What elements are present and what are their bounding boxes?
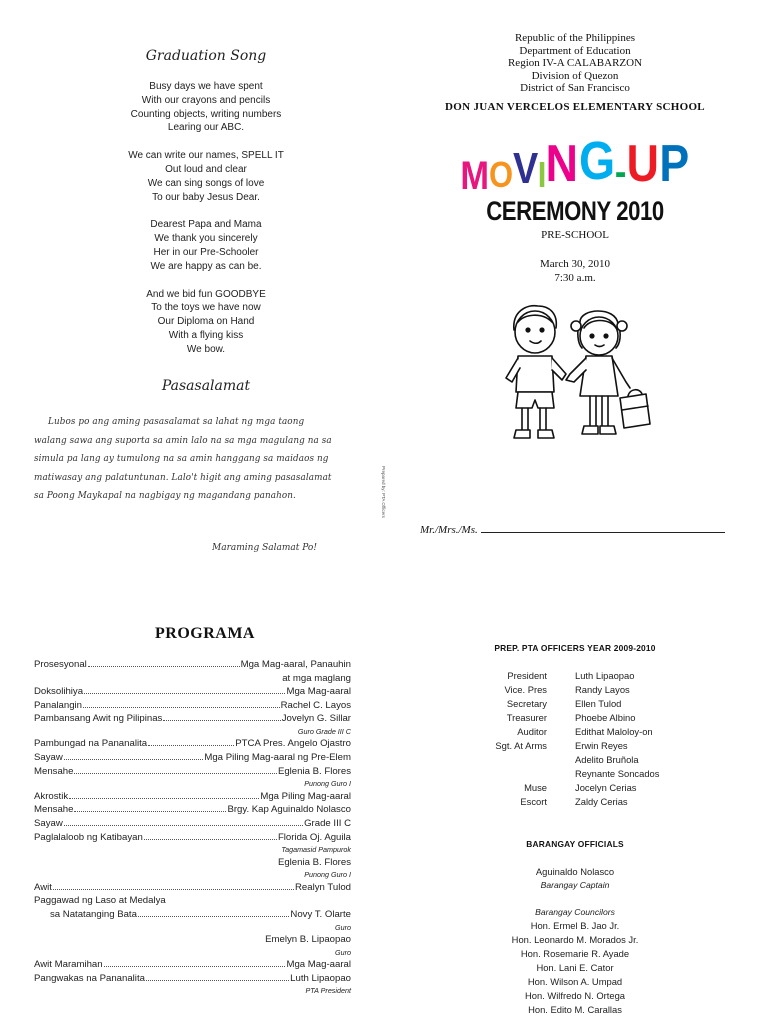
programa-performer: Florida Oj. Aguila (277, 831, 351, 843)
moving-up-letter: O (489, 154, 514, 195)
councilor-name: Hon. Wilson A. Umpad (527, 976, 623, 987)
leader-dots (53, 881, 294, 890)
programa-performer: Mga Mag-aaral, Panauhin (240, 659, 351, 670)
officer-row (470, 683, 720, 697)
programa-row (34, 908, 351, 922)
councilor-name: Hon. Rosemarie R. Ayade (520, 948, 630, 959)
barangay-officials (440, 865, 710, 1017)
officer-position: Vice. Pres (504, 684, 547, 695)
barangay-captain-role: Barangay Captain (540, 880, 610, 890)
school-bag (620, 394, 650, 428)
programa-row (34, 817, 351, 831)
programa-performer: Luth Lipaopao (290, 972, 351, 984)
programa-part: Prosesyonal (34, 659, 87, 670)
boy-shorts (516, 392, 554, 408)
programa-row (34, 881, 351, 895)
officer-row (470, 753, 720, 767)
programa-performer: at mga maglang (282, 672, 351, 684)
programa-performer: Mga Piling Mag-aaral ng Pre-Elem (204, 752, 351, 764)
programa-performer: Realyn Tulod (295, 881, 351, 893)
officer-name: Phoebe Albino (575, 712, 636, 723)
barangay-captain-name: Aguinaldo Nolasco (535, 866, 615, 877)
officer-row (470, 795, 720, 809)
song-line: We are happy as can be. (150, 260, 262, 272)
councilor-name: Hon. Ermel B. Jao Jr. (530, 920, 620, 931)
programa-performer: Mga Mag-aaral (286, 959, 351, 971)
barangay-councilors-list (440, 919, 710, 1017)
officer-position: Auditor (517, 726, 547, 737)
moving-up-letter: P (659, 135, 690, 193)
pta-officers-list (470, 669, 720, 809)
officer-name: Reynante Soncados (575, 768, 660, 779)
leader-dots (84, 685, 285, 694)
song-line: Learing our ABC. (167, 122, 245, 134)
school-name: DON JUAN VERCELOS ELEMENTARY SCHOOL (445, 101, 705, 113)
officer-position (470, 767, 575, 781)
leader-dots (69, 790, 259, 799)
officer-name: Jocelyn Cerias (575, 782, 637, 793)
song-line: We can sing songs of love (147, 177, 265, 189)
header-line: Republic of the Philippines (514, 32, 636, 44)
programa-performer: Grade III C (304, 817, 351, 829)
programa-role: Tagamasid Pampurok (281, 845, 351, 855)
song-line: We bow. (186, 343, 226, 355)
programa-part: Sayaw (34, 752, 63, 764)
song-line: To our baby Jesus Dear. (152, 191, 260, 203)
leader-dots (163, 712, 280, 721)
song-line: And we bid fun GOODBYE (146, 288, 266, 300)
officer-position: Secretary (506, 698, 547, 709)
officer-row (470, 697, 720, 711)
song-line: Busy days we have spent (149, 81, 263, 92)
programa-part: Mensahe (34, 804, 74, 816)
song-line: Counting objects, writing numbers (130, 108, 282, 120)
councilor-name: Hon. Lani E. Cator (536, 962, 614, 973)
girl-head (580, 317, 618, 355)
officer-name: Erwin Reyes (575, 740, 628, 751)
programa-part: sa Natatanging Bata (34, 908, 137, 920)
programa-part: Pambungad na Pananalita (34, 738, 148, 750)
fold-note: Prepared by: PTA Officers (381, 466, 386, 518)
programa-row (34, 712, 351, 726)
programa-part: Panalangin (34, 699, 83, 711)
programa-part: Awit Maramihan (34, 959, 103, 971)
moving-up-letter: N (545, 135, 578, 193)
graduation-song-title: Graduation Song (145, 48, 267, 64)
officer-name: Ellen Tulod (575, 698, 622, 709)
moving-up-letter: G (579, 131, 616, 191)
officer-name: Edithat Maloloy-on (575, 726, 653, 737)
officer-position: President (507, 670, 547, 681)
leader-dots (83, 699, 280, 708)
header-line: Department of Education (519, 44, 631, 57)
barangay-officials-title: BARANGAY OFFICIALS (526, 839, 624, 849)
programa-performer: Rachel C. Layos (280, 699, 351, 711)
moving-up-letter: I (537, 154, 547, 195)
programa-part: Paggawad ng Laso at Medalya (34, 895, 166, 907)
pasasalamat-title: Pasasalamat (161, 378, 251, 394)
officer-row (470, 767, 720, 781)
programa-part: Doksolihiya (34, 686, 84, 698)
programa-role: PTA President (305, 986, 351, 996)
councilor-name: Hon. Edito M. Carallas (528, 1004, 622, 1015)
programa-row (34, 685, 351, 699)
level-label: PRE-SCHOOL (541, 229, 609, 241)
programa-row (34, 737, 351, 751)
programa-performer: Mga Piling Mag-aaral (260, 790, 351, 802)
officer-row (470, 711, 720, 725)
officer-position (470, 753, 575, 767)
header-line: District of San Francisco (520, 82, 630, 95)
programa-row (34, 751, 351, 765)
programa-part: Pangwakas na Pananalita (34, 972, 145, 984)
moving-up-wordart (420, 131, 730, 198)
leader-dots (64, 817, 303, 826)
officer-name: Adelito Bruñola (575, 754, 639, 765)
programa-row (34, 765, 351, 779)
song-line: Our Diploma on Hand (157, 316, 255, 328)
moving-up-letter: - (615, 150, 627, 194)
programa-row (34, 803, 351, 817)
programa-role: Guro Grade III C (297, 726, 351, 736)
song-line: We thank you sincerely (154, 233, 258, 245)
programa-role: Punong Guro I (304, 779, 351, 789)
addressee-label: Mr./Mrs./Ms. (420, 524, 478, 536)
programa-performer: PTCA Pres. Angelo Ojastro (235, 738, 351, 750)
song-line: To the toys we have now (151, 302, 261, 314)
programa-performer: Brgy. Kap Aguinaldo Nolasco (227, 804, 351, 816)
leader-dots (104, 958, 286, 967)
programa-row (34, 699, 351, 713)
header-line: Region IV-A CALABARZON (507, 57, 643, 70)
song-line: We can write our names, SPELL IT (128, 150, 284, 162)
officer-row (470, 669, 720, 683)
moving-up-letter: V (513, 144, 539, 193)
boy-head (515, 311, 555, 353)
programa-part: Sayaw (34, 817, 63, 829)
leader-dots (148, 737, 234, 746)
moving-up-letter: U (626, 135, 659, 193)
programa-part: Pambansang Awit ng Pilipinas (34, 713, 163, 725)
pasasalamat-paragraph: Lubos po ang aming pasasalamat sa lahat ng mga taong walang sawa ang suporta sa amin lalo na sa mga magulang na sa simula pa lang ay tumulong na sa amin hanggang sa maidaos ng matiwasay ang palatuntunan. Lalo't higit ang aming pasasalamat sa Poong Maykapal na nagbigay ng magandang panahon. (34, 417, 332, 501)
officer-position: Escort (520, 796, 547, 807)
song-line: With our crayons and pencils (141, 94, 271, 106)
programa-role: Punong Guro I (304, 870, 351, 880)
song-stanza (96, 80, 316, 135)
programa-row (34, 958, 351, 972)
programa-part: Paglalaloob ng Katibayan (34, 831, 143, 843)
programa-performer: Emelyn B. Lipaopao (265, 934, 351, 945)
boy-shirt (516, 356, 554, 392)
programa-title: PROGRAMA (155, 625, 255, 642)
graduation-song-lyrics (96, 80, 316, 371)
cover-header (420, 32, 730, 95)
pta-officers-title: PREP. PTA OFFICERS YEAR 2009-2010 (494, 643, 656, 653)
event-date: March 30, 2010 (540, 258, 610, 270)
programa-row (34, 831, 351, 845)
children-illustration (496, 300, 658, 450)
councilor-name: Hon. Leonardo M. Morados Jr. (511, 934, 639, 945)
programa-row (34, 790, 351, 804)
programa-role: Guro (335, 947, 351, 957)
barangay-councilors-label: Barangay Councilors (535, 907, 615, 917)
pasasalamat-sign-off: Maraming Salamat Po! (212, 543, 317, 553)
leader-dots (88, 658, 240, 667)
song-line: Dearest Papa and Mama (150, 219, 262, 231)
leader-dots (146, 972, 289, 981)
leader-dots (64, 751, 204, 760)
addressee-line[interactable] (420, 522, 732, 536)
leader-dots (144, 831, 277, 840)
song-stanza (96, 149, 316, 204)
header-line: Division of Quezon (531, 69, 619, 82)
song-line: With a flying kiss (168, 329, 244, 341)
programa-role: Guro (335, 922, 351, 932)
leader-dots (74, 765, 276, 774)
programa-performer: Eglenia B. Flores (277, 856, 351, 868)
programa-part: Awit (34, 881, 52, 893)
programa-list (34, 658, 351, 997)
officer-row (470, 725, 720, 739)
programa-performer: Novy T. Olarte (290, 908, 351, 920)
programa-part: Mensahe (34, 765, 74, 777)
song-stanza (96, 288, 316, 357)
programa-performer: Mga Mag-aaral (286, 686, 351, 698)
programa-row (34, 972, 351, 986)
councilor-name: Hon. Wilfredo N. Ortega (524, 990, 626, 1001)
officer-name: Randy Layos (575, 684, 630, 695)
officer-name: Zaldy Cerias (575, 796, 628, 807)
officer-row (470, 781, 720, 795)
programa-performer: Jovelyn G. Sillar (281, 713, 351, 725)
addressee-blank (481, 522, 725, 533)
programa-performer: Eglenia B. Flores (277, 765, 351, 777)
officer-row (470, 739, 720, 753)
ceremony-title: CEREMONY 2010 (486, 196, 664, 226)
programa-part: Akrostik (34, 790, 69, 802)
programa-row (34, 658, 351, 672)
officer-name: Luth Lipaopao (575, 670, 635, 681)
officer-position: Treasurer (506, 712, 547, 723)
song-line: Out loud and clear (165, 163, 247, 175)
officer-position: Sgt. At Arms (495, 740, 547, 751)
leader-dots (74, 803, 226, 812)
officer-position: Muse (524, 782, 547, 793)
moving-up-letter: M (460, 154, 490, 198)
leader-dots (138, 908, 289, 917)
song-line: Her in our Pre-Schooler (153, 246, 259, 258)
song-stanza (96, 218, 316, 273)
event-time: 7:30 a.m. (554, 272, 596, 284)
